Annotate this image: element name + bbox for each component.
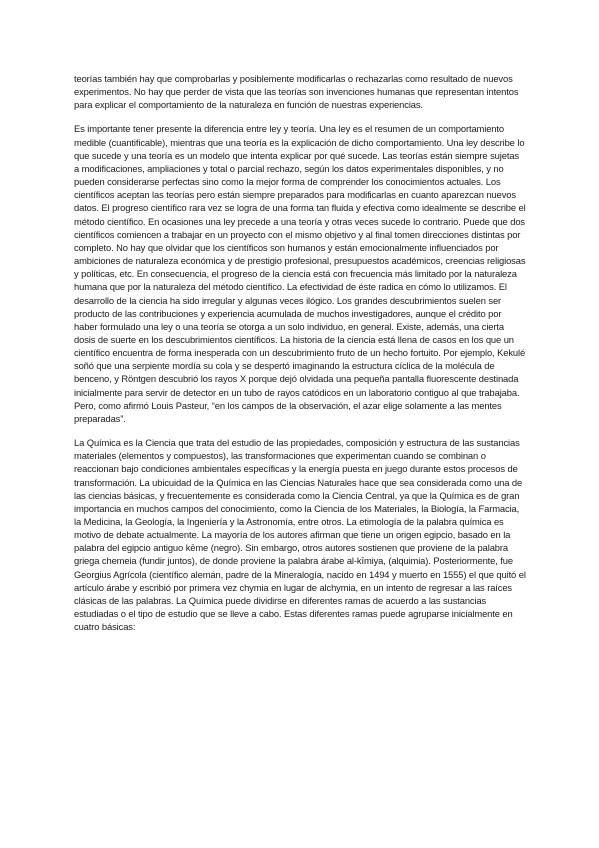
document-body — [74, 72, 526, 633]
paragraph-ley-teoria: Es importante tener presente la diferencia entre ley y teoría. Una ley es el resumen de un comportamiento medible (cuantificable), mientras que una teoría es la explicación de dicho comportamiento. Una ley describe lo que sucede y una teoría es un modelo que intenta explicar por qué sucede. Las teorías están siempre sujetas a modificaciones, ampliaciones y total o parcial rechazo, según los datos experimentales disponibles, y no pueden considerarse perfectas sino como la mejor forma de comprender los conocimientos actuales. Los científicos aceptan las teorías pero están siempre preparados para modificarlas en cuanto aparezcan nuevos datos. El progreso científico rara vez se logra de una forma tan fluida y efectiva como idealmente se describe el método científico. En ocasiones una ley precede a una teoría y otras veces sucede lo contrario. Puede que dos científicos comiencen a trabajar en un proyecto con el mismo objetivo y al final tomen direcciones distintas por completo. No hay que olvidar que los científicos son humanos y están emocionalmente influenciados por ambiciones de naturaleza económica y de prestigio profesional, presupuestos académicos, creencias religiosas y políticas, etc. En consecuencia, el progreso de la ciencia está con frecuencia más limitado por la naturaleza humana que por la naturaleza del método científico. La efectividad de éste radica en cómo lo utilizamos. El desarrollo de la ciencia ha sido irregular y algunas veces ilógico. Los grandes descubrimientos suelen ser producto de las contribuciones y experiencia acumulada de muchos investigadores, aunque el crédito por haber formulado una ley o una teoría se otorga a un solo individuo, en general. Existe, además, una cierta dosis de suerte en los descubrimientos científicos. La historia de la ciencia está llena de casos en los que un científico encuentra de forma inesperada con un descubrimiento fruto de un hecho fortuito. Por ejemplo, Kekulé soñó que una serpiente mordía su cola y se despertó imaginando la estructura cíclica de la molécula de benceno, y Röntgen descubrió los rayos X porque dejó olvidada una pequeña pantalla fluorescente destinada inicialmente para servir de detector en un tubo de rayos catódicos en un laboratorio contiguo al que trabajaba. Pero, como afirmó Louis Pasteur, “en los campos de la observación, el azar elige solamente a las mentes preparadas”. — [74, 123, 526, 424]
paragraph-quimica: La Química es la Ciencia que trata del estudio de las propiedades, composición y estructura de las sustancias materiales (elementos y compuestos), las transformaciones que experimentan cuando se combinan o reaccionan bajo condiciones ambientales específicas y la energía puesta en juego durante estos procesos de transformación. La ubicuidad de la Química en las Ciencias Naturales hace que sea considerada como una de las ciencias básicas, y frecuentemente es considerada como la Ciencia Central, ya que la Química es de gran importancia en muchos campos del conocimiento, como la Ciencia de los Materiales, la Biología, la Farmacia, la Medicina, la Geología, la Ingeniería y la Astronomía, entre otros. La etimología de la palabra química es motivo de debate actualmente. La mayoría de los autores afirman que tiene un origen egipcio, basado en la palabra del egipcio antiguo kēme (negro). Sin embargo, otros autores sostienen que proviene de la palabra griega chemeia (fundir juntos), de donde proviene la palabra árabe al-kīmiya, (alquimia). Posteriormente, fue Georgius Agrícola (científico alemán, padre de la Mineralogía, nacido en 1494 y muerto en 1555) el que quitó el artículo árabe y escribió por primera vez chymia en lugar de alchymia, en un intento de regresar a las raíces clásicas de las palabras. La Química puede dividirse en diferentes ramas de acuerdo a las sustancias estudiadas o el tipo de estudio que se lleve a cabo. Estas diferentes ramas puede agruparse inicialmente en cuatro básicas: — [74, 437, 526, 633]
paragraph-teorias: teorías también hay que comprobarlas y posiblemente modificarlas o rechazarlas como resultado de nuevos experimentos. No hay que perder de vista que las teorías son invenciones humanas que representan intentos para explicar el comportamiento de la naturaleza en función de nuestras experiencias. — [74, 73, 519, 111]
